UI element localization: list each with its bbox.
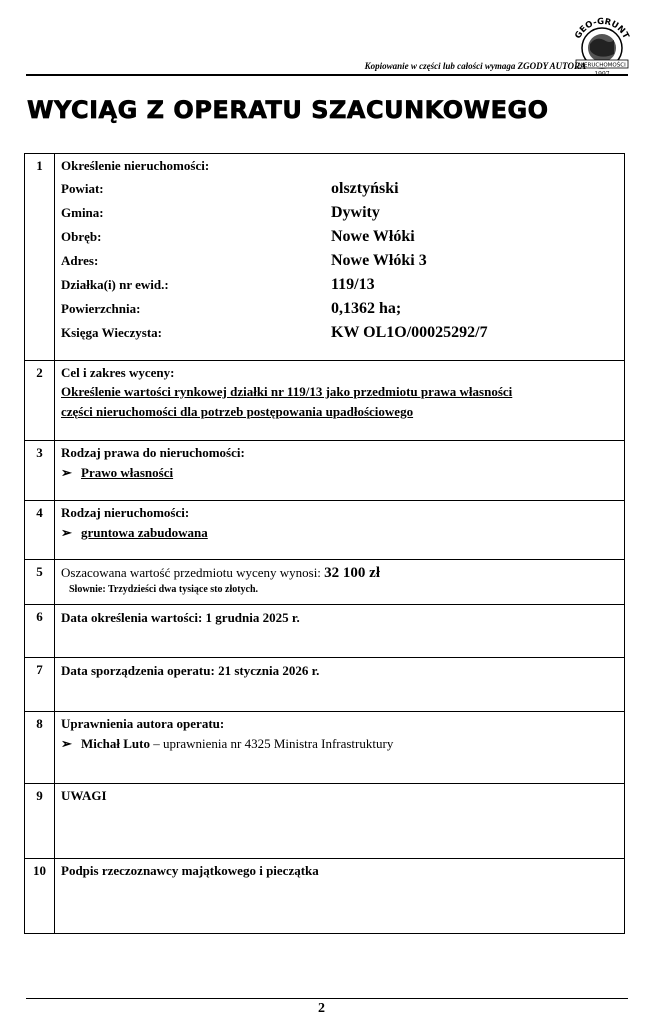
- valuation-date: [55, 605, 625, 658]
- header-divider: [26, 74, 628, 76]
- property-definition: [55, 154, 625, 361]
- field-row-adres: [61, 249, 618, 273]
- field-value: 119/13: [331, 276, 375, 293]
- field-row-dzialka: [61, 273, 618, 297]
- purpose-line-1: Określenie wartości rynkowej działki nr 119/13 jako przedmiotu prawa własności: [61, 384, 513, 399]
- property-right-type: [55, 441, 625, 501]
- arrow-bullet-icon: ➢: [61, 736, 72, 751]
- section-number: 8: [25, 712, 55, 784]
- extract-table: [24, 153, 625, 934]
- section-number: 2: [25, 361, 55, 441]
- field-key: Gmina:: [61, 205, 104, 220]
- section-4-row: [25, 501, 625, 560]
- author-license: – uprawnienia nr 4325 Ministra Infrastruktury: [149, 736, 394, 751]
- estimated-value: [55, 560, 625, 605]
- bullet-value: gruntowa zabudowana: [81, 525, 208, 540]
- value-amount: 32 100 zł: [324, 565, 380, 581]
- field-value: 0,1362 ha;: [331, 300, 402, 317]
- field-row-ksiega: [61, 321, 618, 345]
- preparation-date: [55, 658, 625, 712]
- remarks: [55, 784, 625, 859]
- field-value: KW OL1O/00025292/7: [331, 324, 488, 341]
- field-row-gmina: [61, 201, 618, 225]
- field-value: olsztyński: [331, 180, 399, 197]
- section-label: UWAGI: [61, 788, 107, 803]
- field-key: Działka(i) nr ewid.:: [61, 277, 169, 292]
- section-number: 3: [25, 441, 55, 501]
- section-7-row: [25, 658, 625, 712]
- section-label: Określenie nieruchomości:: [61, 158, 210, 173]
- field-row-powierzchnia: [61, 297, 618, 321]
- author-qualifications: [55, 712, 625, 784]
- property-fields: [61, 177, 618, 345]
- field-value: Nowe Włóki 3: [331, 252, 427, 269]
- section-number: 10: [25, 859, 55, 934]
- value-label: Oszacowana wartość przedmiotu wyceny wynosi:: [61, 565, 321, 580]
- section-label: Data sporządzenia operatu:: [61, 663, 215, 678]
- section-number: 9: [25, 784, 55, 859]
- field-value: Nowe Włóki: [331, 228, 415, 245]
- page-number: 2: [318, 1001, 325, 1016]
- value-in-words: Słownie: Trzydzieści dwa tysiące sto złotych.: [69, 584, 259, 595]
- logo-band-text: NIERUCHOMOŚCI: [578, 62, 626, 69]
- section-2-row: [25, 361, 625, 441]
- bullet-item: [61, 462, 618, 484]
- section-9-row: [25, 784, 625, 859]
- arrow-bullet-icon: ➢: [61, 525, 72, 540]
- section-10-row: [25, 859, 625, 934]
- field-key: Obręb:: [61, 229, 102, 244]
- field-key: Powiat:: [61, 181, 104, 196]
- field-key: Księga Wieczysta:: [61, 325, 162, 340]
- section-number: 1: [25, 154, 55, 361]
- field-key: Powierzchnia:: [61, 301, 141, 316]
- section-label: Rodzaj prawa do nieruchomości:: [61, 445, 245, 460]
- section-label: Rodzaj nieruchomości:: [61, 505, 190, 520]
- property-type: [55, 501, 625, 560]
- field-row-powiat: [61, 177, 618, 201]
- logo-top-text: GEO-GRUNT: [573, 16, 631, 41]
- field-value: Dywity: [331, 204, 380, 221]
- bullet-item: [61, 733, 618, 755]
- purpose-line-2: części nieruchomości dla potrzeb postępowania upadłościowego: [61, 404, 414, 419]
- section-5-row: [25, 560, 625, 605]
- author-name: Michał Luto: [81, 736, 150, 751]
- section-1-row: [25, 154, 625, 361]
- section-label: Data określenia wartości:: [61, 610, 203, 625]
- section-number: 4: [25, 501, 55, 560]
- field-key: Adres:: [61, 253, 99, 268]
- arrow-bullet-icon: ➢: [61, 465, 72, 480]
- section-number: 6: [25, 605, 55, 658]
- date-value: 21 stycznia 2026 r.: [218, 663, 320, 678]
- footer-divider: [26, 998, 628, 999]
- section-8-row: [25, 712, 625, 784]
- date-value: 1 grudnia 2025 r.: [205, 610, 300, 625]
- field-row-obreb: [61, 225, 618, 249]
- section-label: Uprawnienia autora operatu:: [61, 716, 225, 731]
- signature-field: [55, 859, 625, 934]
- valuation-purpose: [55, 361, 625, 441]
- bullet-item: [61, 522, 618, 544]
- section-label: Cel i zakres wyceny:: [61, 365, 175, 380]
- section-number: 7: [25, 658, 55, 712]
- section-6-row: [25, 605, 625, 658]
- section-label: Podpis rzeczoznawcy majątkowego i pieczątka: [61, 863, 319, 878]
- copyright-note: Kopiowanie w części lub całości wymaga ZGODY AUTORA: [364, 61, 586, 71]
- section-3-row: [25, 441, 625, 501]
- section-number: 5: [25, 560, 55, 605]
- bullet-value: Prawo własności: [81, 465, 174, 480]
- document-title: WYCIĄG Z OPERATU SZACUNKOWEGO: [27, 96, 549, 124]
